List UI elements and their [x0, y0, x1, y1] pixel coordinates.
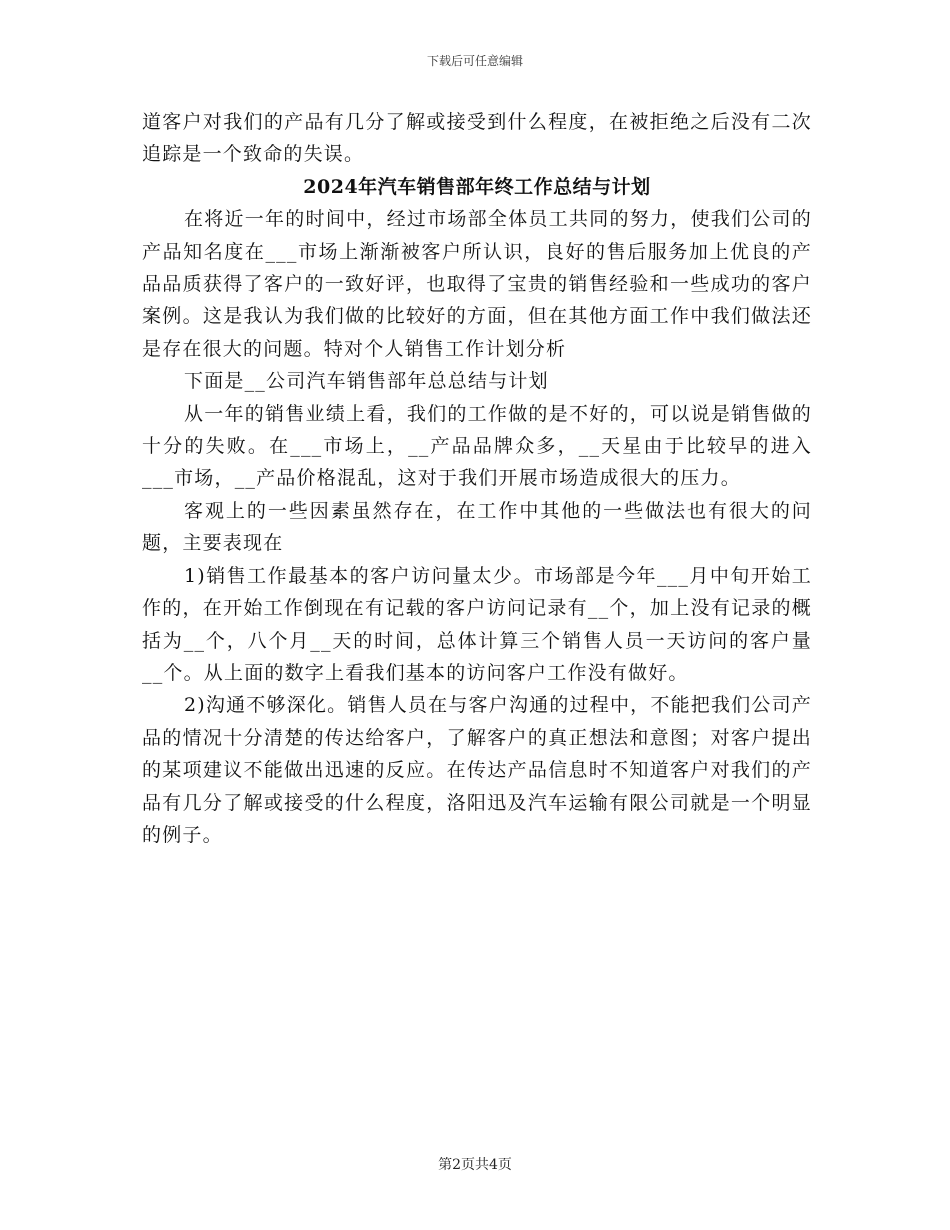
page-header-note: 下载后可任意编辑 — [426, 54, 523, 68]
paragraph-problems: 客观上的一些因素虽然存在，在工作中其他的一些做法也有很大的问题，主要表现在 — [142, 499, 812, 555]
paragraph-point-2: 2)沟通不够深化。销售人员在与客户沟通的过程中，不能把我们公司产品的情况十分清楚的传达给客户，了解客户的真正想法和意图；对客户提出的某项建议不能做出迅速的反应。在传达产品信息时不知道客户对我们的产品有几分了解或接受的什么程度，洛阳迅及汽车运输有限公司就是一个明显的例子。 — [142, 694, 812, 846]
paragraph-intro: 在将近一年的时间中，经过市场部全体员工共同的努力，使我们公司的产品知名度在___市场上渐渐被客户所认识，良好的售后服务加上优良的产品品质获得了客户的一致好评，也取得了宝贵的销售经验和一些成功的客户案例。这是我认为我们做的比较好的方面，但在其他方面工作中我们做法还是存在很大的问题。特对个人销售工作计划分析 — [142, 208, 812, 360]
document-title: 2024年汽车销售部年终工作总结与计划 — [303, 175, 651, 198]
document-body — [142, 106, 812, 851]
page-number: 第2页共4页 — [438, 1157, 512, 1173]
paragraph-point-1: 1)销售工作最基本的客户访问量太少。市场部是今年___月中旬开始工作的，在开始工作倒现在有记载的客户访问记录有__个，加上没有记录的概括为__个，八个月__天的时间，总体计算三个销售人员一天访问的客户量__个。从上面的数字上看我们基本的访问客户工作没有做好。 — [142, 564, 812, 684]
paragraph-performance: 从一年的销售业绩上看，我们的工作做的是不好的，可以说是销售做的十分的失败。在___市场上，__产品品牌众多，__天星由于比较早的进入___市场，__产品价格混乱，这对于我们开展市场造成很大的压力。 — [142, 402, 812, 490]
paragraph-heading-line: 下面是__公司汽车销售部年总总结与计划 — [184, 370, 549, 393]
continuation-paragraph: 道客户对我们的产品有几分了解或接受到什么程度，在被拒绝之后没有二次追踪是一个致命的失误。 — [142, 111, 812, 166]
